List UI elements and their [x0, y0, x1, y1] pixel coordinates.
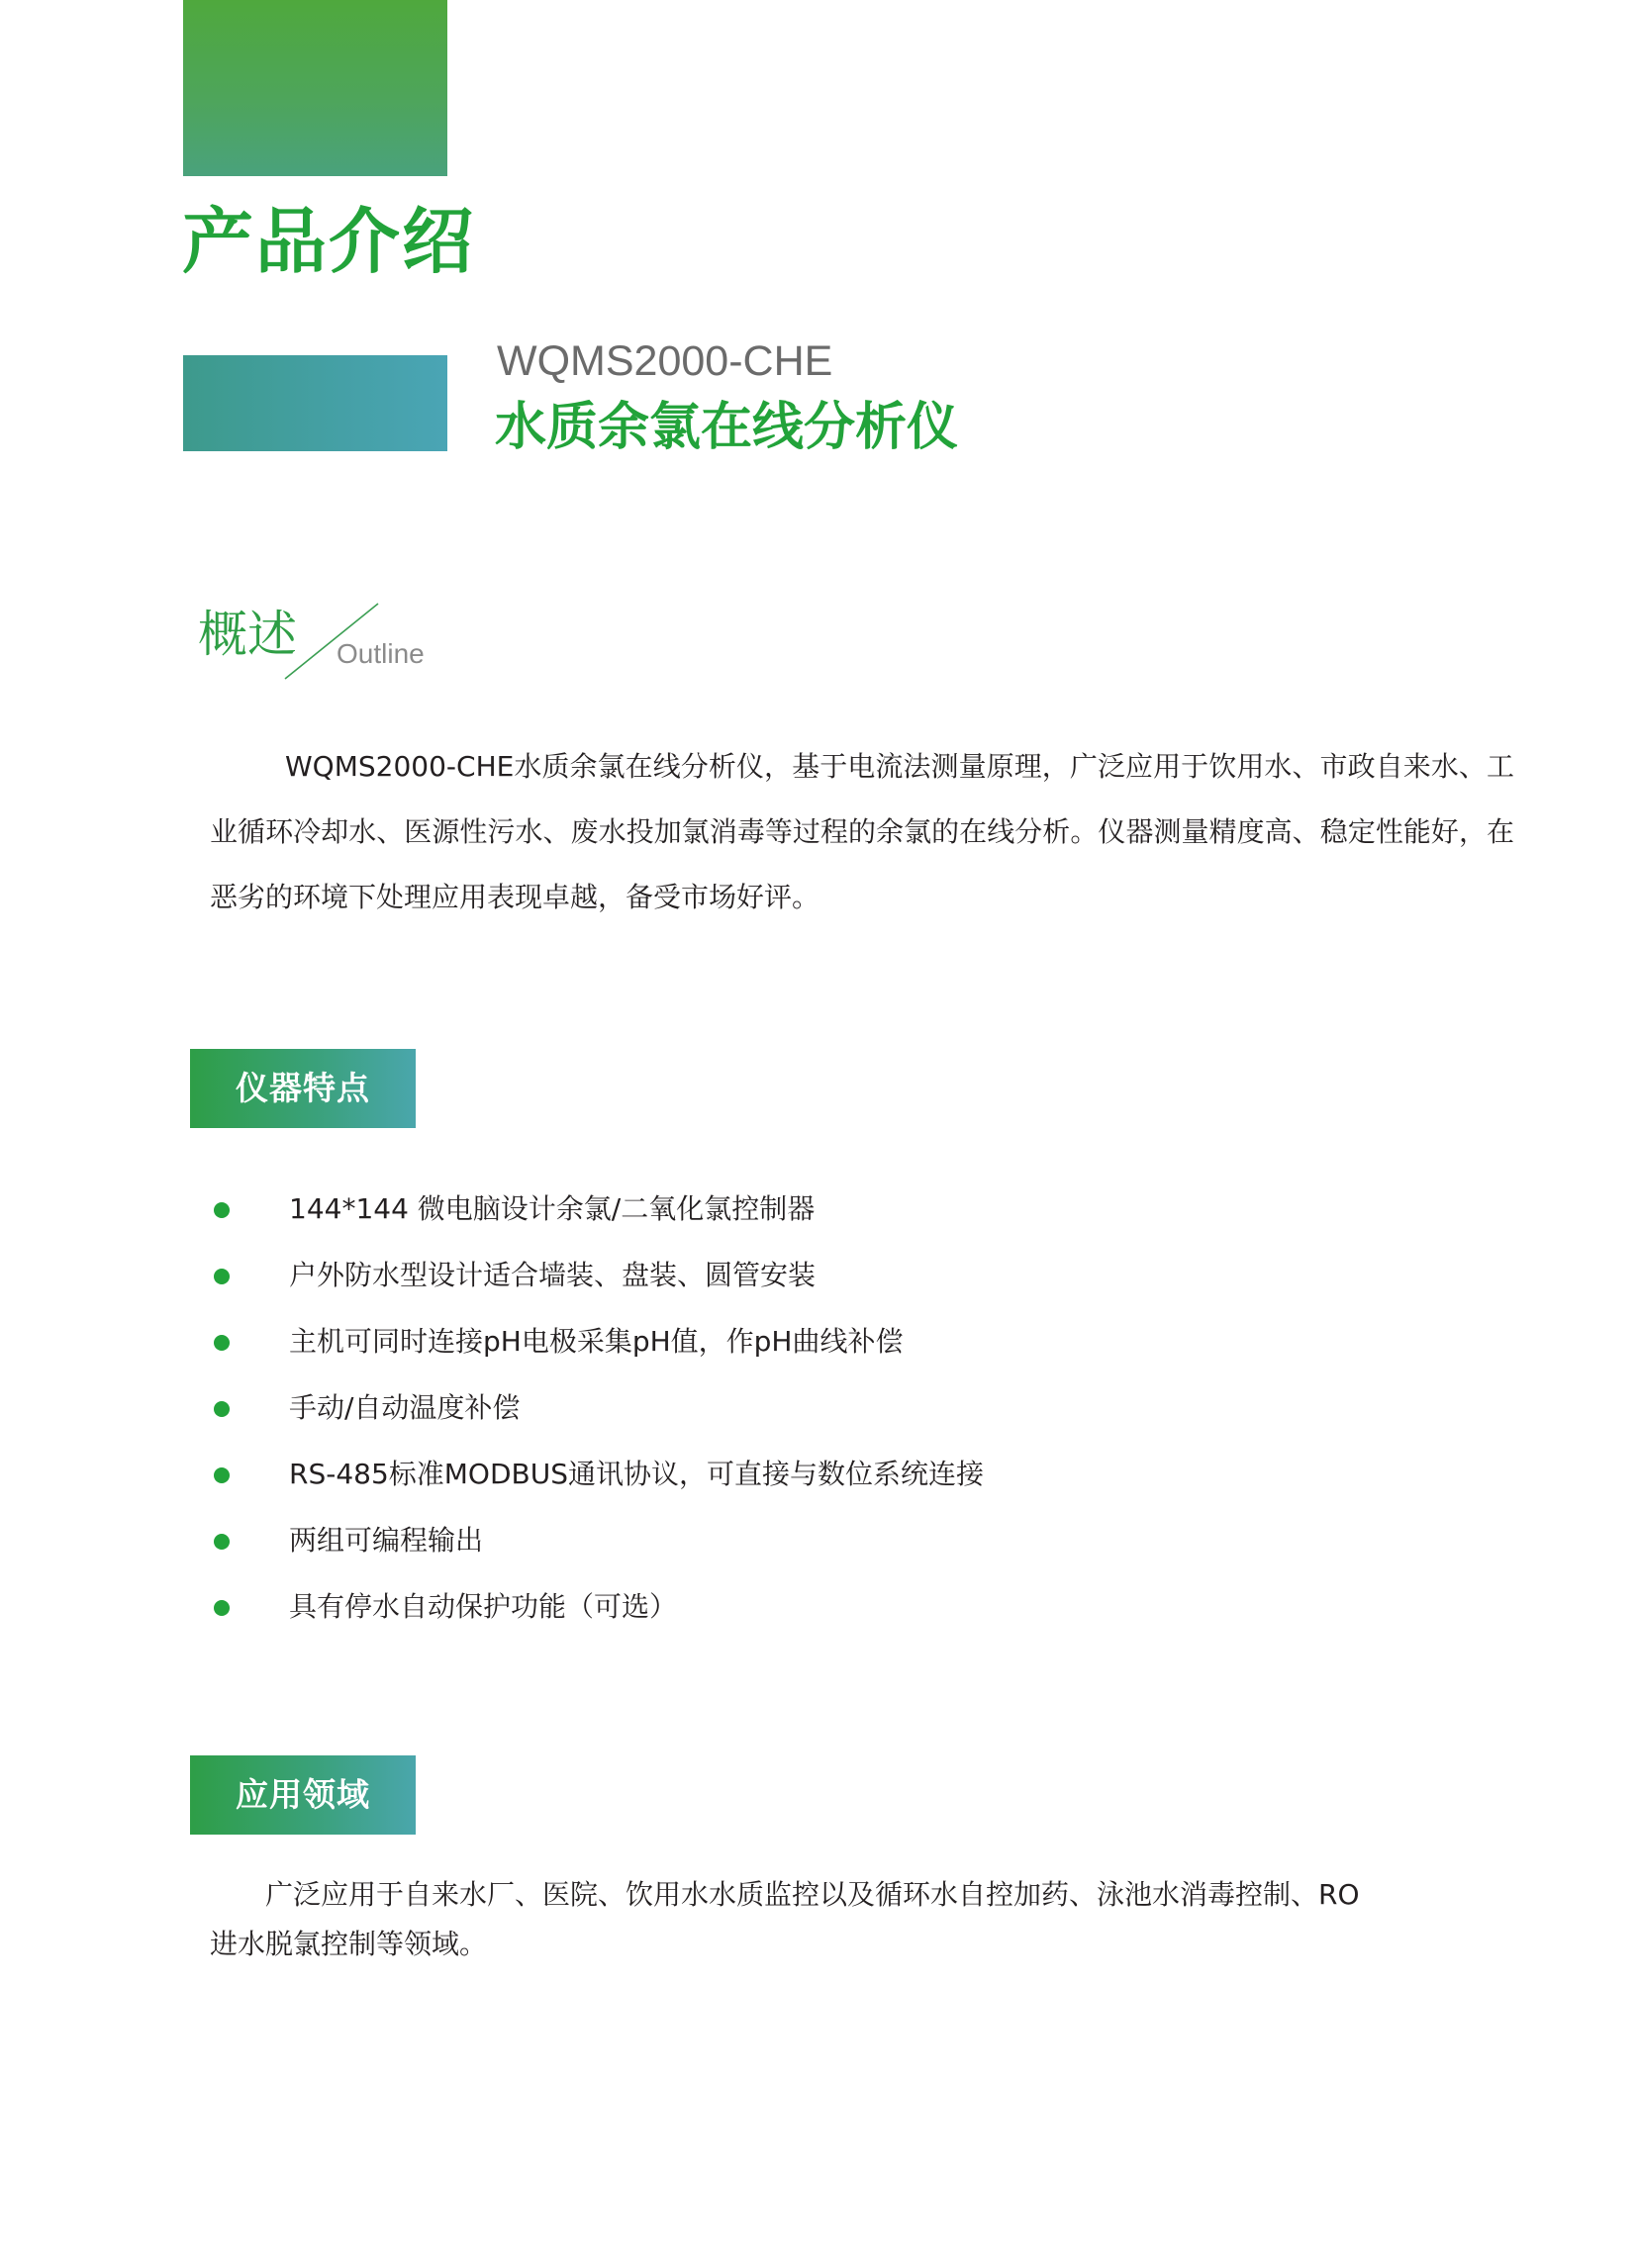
bullet-icon — [214, 1401, 230, 1417]
product-name: 水质余氯在线分析仪 — [495, 398, 959, 457]
bullet-icon — [214, 1467, 230, 1483]
features-heading: 仪器特点 — [190, 1049, 416, 1128]
list-item — [210, 1578, 984, 1645]
product-model: WQMS2000-CHE — [497, 337, 833, 385]
feature-text: 两组可编程输出 — [289, 1524, 484, 1557]
bullet-icon — [214, 1335, 230, 1351]
bullet-icon — [214, 1534, 230, 1550]
bullet-icon — [214, 1269, 230, 1284]
list-item — [210, 1512, 984, 1578]
product-decor-block — [183, 355, 447, 451]
header-decor-block — [183, 0, 447, 176]
feature-text: 户外防水型设计适合墙装、盘装、圆管安装 — [289, 1259, 817, 1291]
overview-paragraph: WQMS2000-CHE水质余氯在线分析仪，基于电流法测量原理，广泛应用于饮用水、市政自来水、工业循环冷却水、医源性污水、废水投加氯消毒等过程的余氯的在线分析。仪器测量精度高、稳定性能好，在恶劣的环境下处理应用表现卓越，备受市场好评。 — [210, 750, 1514, 913]
overview-heading: 概述 — [198, 606, 297, 663]
application-heading: 应用领域 — [190, 1755, 416, 1835]
list-item — [210, 1379, 984, 1446]
feature-text: 具有停水自动保护功能（可选） — [289, 1590, 678, 1623]
bullet-icon — [214, 1600, 230, 1616]
feature-text: RS-485标准MODBUS通讯协议，可直接与数位系统连接 — [289, 1458, 985, 1490]
feature-text: 手动/自动温度补偿 — [289, 1391, 521, 1424]
feature-list — [210, 1181, 984, 1645]
list-item — [210, 1446, 984, 1512]
bullet-icon — [214, 1202, 230, 1218]
list-item — [210, 1247, 984, 1313]
page-title: 产品介绍 — [182, 200, 476, 283]
list-item — [210, 1181, 984, 1247]
feature-text: 主机可同时连接pH电极采集pH值，作pH曲线补偿 — [289, 1325, 904, 1358]
feature-text: 144*144 微电脑设计余氯/二氧化氯控制器 — [289, 1192, 816, 1225]
overview-subheading: Outline — [337, 638, 425, 669]
application-paragraph: 广泛应用于自来水厂、医院、饮用水水质监控以及循环水自控加药、泳池水消毒控制、RO进水脱氯控制等领域。 — [210, 1878, 1360, 1960]
list-item — [210, 1313, 984, 1379]
